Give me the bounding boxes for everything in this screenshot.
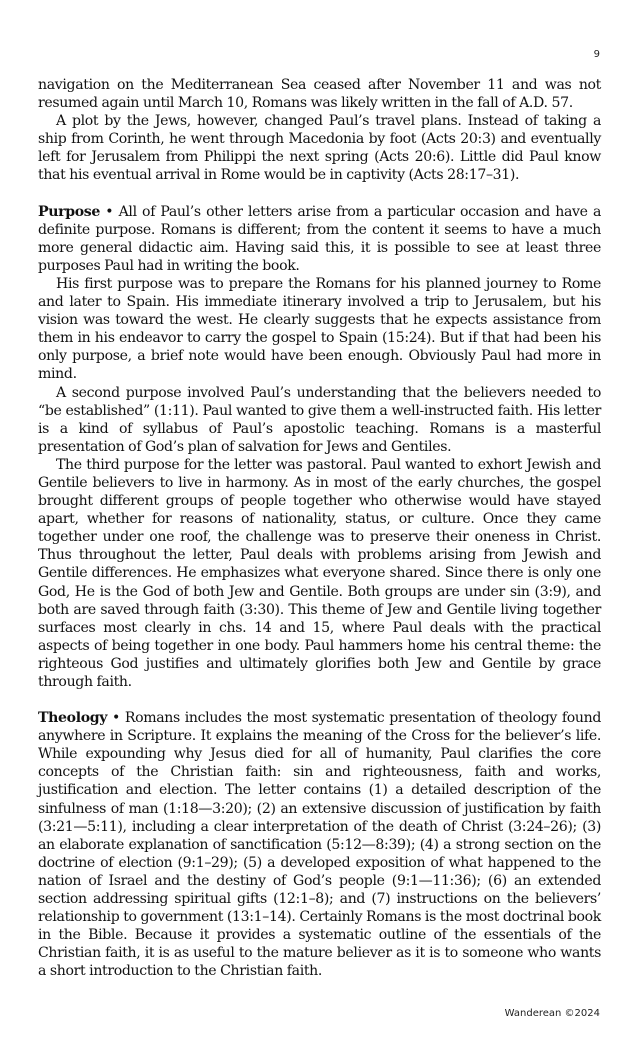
theology-heading: Theology — [38, 710, 108, 727]
purpose-paragraph-1-text: All of Paul’s other letters arise from a particular occasion and have a definite purpose. Romans is different; from the content it seems to have a much more general didactic aim. Having said this, it is possible to see at least three purposes Paul had in writing the book. — [38, 203, 602, 274]
page-body — [38, 76, 601, 981]
purpose-paragraph-1 — [38, 203, 601, 275]
theology-paragraph-1 — [38, 709, 601, 980]
page-number: 9 — [593, 49, 600, 60]
purpose-paragraph-3: A second purpose involved Paul’s understanding that the believers needed to “be established” (1:11). Paul wanted to give them a well-instructed faith. His letter is a kind of syllabus of Paul’s apostolic teaching. Romans is a masterful presentation of God’s plan of salvation for Jews and Gentiles. — [38, 384, 601, 455]
intro-paragraph-1: navigation on the Mediterranean Sea ceased after November 11 and was not resumed again until March 10, Romans was likely written in the fall of A.D. 57. — [38, 77, 601, 112]
purpose-paragraph-4: The third purpose for the letter was pastoral. Paul wanted to exhort Jewish and Gentile believers to live in harmony. As in most of the early churches, the gospel brought different groups of people together who otherwise would have stayed apart, whether for reasons of nationality, status, or culture. Once they came together under one roof, the challenge was to preserve their oneness in Christ. Thus throughout the letter, Paul deals with problems arising from Jewish and Gentile differences. He emphasizes what everyone shared. Since there is only one God, He is the God of both Jew and Gentile. Both groups are under sin (3:9), and both are saved through faith (3:30). This theme of Jew and Gentile living together surfaces most clearly in chs. 14 and 15, where Paul deals with the practical aspects of being together in one body. Paul hammers home his central theme: the righteous God justifies and ultimately glorifies both Jew and Gentile by grace through faith. — [38, 456, 601, 690]
purpose-separator: • — [99, 203, 119, 220]
purpose-paragraph-2: His first purpose was to prepare the Romans for his planned journey to Rome and later to Spain. His immediate itinerary involved a trip to Jerusalem, but his vision was toward the west. He clearly suggests that he expects assistance from them in his endeavor to carry the gospel to Spain (15:24). But if that had been his only purpose, a brief note would have been enough. Obviously Paul had more in mind. — [38, 275, 601, 383]
theology-paragraph-1-text: Romans includes the most systematic presentation of theology found anywhere in Scripture. It explains the meaning of the Cross for the believer’s life. While expounding why Jesus died for all of humanity, Paul clarifies the core concepts of the Christian faith: sin and righteousness, faith and works, justification and election. The letter contains (1) a detailed description of the sinfulness of man (1:18—3:20); (2) an extensive discussion of justification by faith (3:21—5:11), including a clear interpretation of the death of Christ (3:24–26); (3) an elaborate explanation of sanctification (5:12—8:39); (4) a strong section on the doctrine of election (9:1–29); (5) a developed exposition of what happened to the nation of Israel and the destiny of God’s people (9:1—11:36); (6) an extended section addressing spiritual gifts (12:1–8); and (7) instructions on the believers’ relationship to government (13:1–14). Certainly Romans is the most doctrinal book in the Bible. Because it provides a systematic outline of the essentials of the Christian faith, it is as useful to the mature believer as it is to someone who wants a short introduction to the Christian faith. — [38, 710, 602, 980]
purpose-heading: Purpose — [38, 203, 100, 220]
intro-paragraph-2: A plot by the Jews, however, changed Paul’s travel plans. Instead of taking a ship from Corinth, he went through Macedonia by foot (Acts 20:3) and eventually left for Jerusalem from Philippi the next spring (Acts 20:6). Little did Paul know that his eventual arrival in Rome would be in captivity (Acts 28:17–31). — [38, 113, 601, 184]
footer-copyright: Wanderean ©2024 — [504, 1008, 600, 1019]
theology-separator: • — [107, 710, 125, 727]
